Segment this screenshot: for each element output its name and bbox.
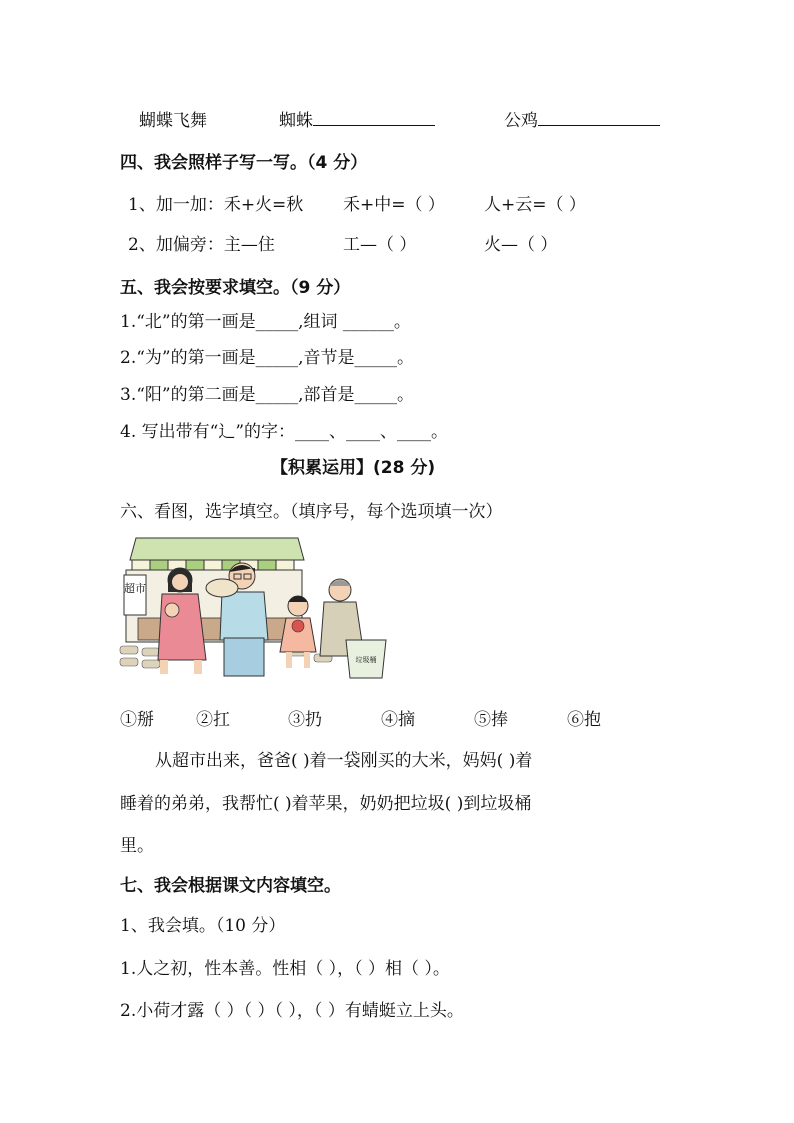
section4-q1-c: 人+云=（ ） bbox=[484, 195, 586, 215]
section4-q1: 1、加一加：禾+火=秋 bbox=[128, 195, 304, 215]
answer-blank[interactable] bbox=[538, 107, 660, 126]
section4-q2-c: 火—（ ） bbox=[484, 235, 558, 255]
option-6: ⑥抱 bbox=[567, 710, 601, 730]
section5-q4: 4. 写出带有“辶”的字：____、____、____。 bbox=[120, 422, 449, 442]
option-3: ③扔 bbox=[288, 710, 322, 730]
section6-title: 六、看图，选字填空。（填序号，每个选项填一次） bbox=[120, 502, 503, 522]
supermarket-sign bbox=[124, 575, 146, 615]
section5-title: 五、我会按要求填空。（9 分） bbox=[120, 278, 351, 298]
word-butterfly: 蝴蝶飞舞 bbox=[139, 111, 207, 131]
section6-paragraph-line2: 睡着的弟弟，我帮忙( )着苹果，奶奶把垃圾( )到垃圾桶 bbox=[120, 794, 532, 814]
section5-q2: 2.“为”的第一画是_____,音节是_____。 bbox=[120, 348, 415, 368]
sign-text: 超市 bbox=[124, 582, 146, 595]
section7-q2: 2.小荷才露（ ）（ ）（ ），（ ）有蜻蜓立上头。 bbox=[120, 1001, 464, 1021]
section4-q1-b: 禾+中=（ ） bbox=[343, 195, 445, 215]
option-5: ⑤捧 bbox=[474, 710, 508, 730]
section7-title: 七、我会根据课文内容填空。 bbox=[120, 876, 341, 896]
section4-q2-b: 工—（ ） bbox=[343, 235, 417, 255]
section4-title: 四、我会照样子写一写。（4 分） bbox=[120, 153, 368, 173]
option-2: ②扛 bbox=[196, 710, 230, 730]
section6-paragraph-line1: 从超市出来，爸爸( )着一袋刚买的大米，妈妈( )着 bbox=[155, 751, 533, 771]
word-spider: 蜘蛛 bbox=[279, 106, 435, 131]
option-1: ①掰 bbox=[120, 710, 154, 730]
section4-q2: 2、加偏旁：主—住 bbox=[128, 235, 275, 255]
section5-q3: 3.“阳”的第二画是_____,部首是_____。 bbox=[120, 385, 415, 405]
section6-paragraph-line3: 里。 bbox=[120, 836, 154, 856]
answer-blank[interactable] bbox=[313, 107, 435, 126]
supermarket-illustration bbox=[118, 530, 390, 680]
section5-q1: 1.“北”的第一画是_____,组词 ______。 bbox=[120, 312, 411, 332]
accumulation-heading: 【积累运用】(28 分) bbox=[271, 458, 436, 478]
option-4: ④摘 bbox=[381, 710, 415, 730]
word-rooster: 公鸡 bbox=[504, 106, 660, 131]
section7-sub: 1、我会填。（10 分） bbox=[120, 916, 286, 936]
trash-bin-label: 垃圾桶 bbox=[355, 656, 377, 664]
section7-q1: 1.人之初，性本善。性相（ ），（ ）相（ ）。 bbox=[120, 959, 450, 979]
